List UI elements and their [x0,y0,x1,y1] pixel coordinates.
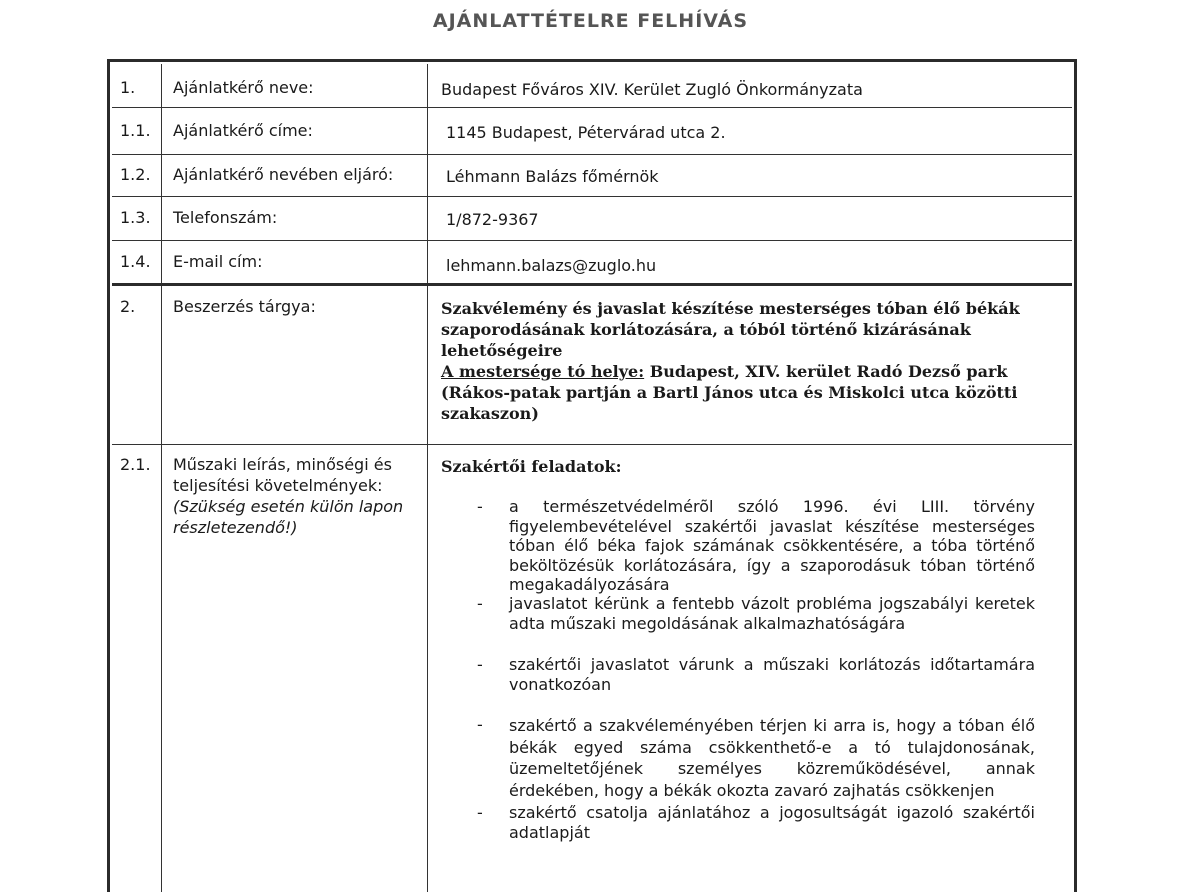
row-divider [112,444,1072,445]
task-text: javaslatot kérünk a fentebb vázolt probléma jogszabályi keretek adta műszaki megoldásának alkalmazhatóságára [509,594,1035,633]
task-text: szakértői javaslatot várunk a műszaki korlátozás időtartamára vonatkozóan [509,655,1035,694]
row-value: 1145 Budapest, Pétervárad utca 2. [446,123,726,142]
subject-title-line: lehetőségeire [441,341,563,360]
row-divider [112,107,1072,108]
bullet: - [477,655,483,674]
row-number: 1.2. [120,165,151,184]
row-number: 2.1. [120,455,151,474]
row-value: Léhmann Balázs főmérnök [446,167,659,186]
bullet: - [477,803,483,822]
location-text: Budapest, XIV. kerület Radó Dezső park [644,362,1008,381]
row-divider [112,240,1072,241]
bullet: - [477,715,483,734]
column-divider [161,64,162,892]
row-label: Ajánlatkérő nevében eljáró: [173,165,394,184]
row-divider [112,283,1072,286]
row-divider [112,154,1072,155]
subject-title-line: szaporodásának korlátozására, a tóból történő kizárásának [441,320,971,339]
task-text: szakértő a szakvéleményében térjen ki arra is, hogy a tóban élő békák egyed száma csökkenthető-e a tó tulajdonosának, üzemeltetőjének személyes közreműködésével, annak érdekében, hogy a békák okozta zavaró zajhatás csökkenjen [509,716,1035,800]
subject-title-line: Szakvélemény és javaslat készítése mesterséges tóban élő békák [441,299,1020,318]
task-text: a természetvédelmérõl szóló 1996. évi LIII. törvény figyelembevételével szakértői javaslat készítése mesterséges tóban élő béka fajok számának csökkentésére, a tóba történő beköltözésük korlátozására, így a szaporodásuk tóban történő megakadályozására [509,497,1035,594]
tasks-heading: Szakértői feladatok: [441,457,622,476]
row-number: 1.3. [120,208,151,227]
row-label: Beszerzés tárgya: [173,297,316,316]
note-line: részletezendő!) [173,518,298,537]
bullet: - [477,594,483,613]
row-label: Telefonszám: [173,208,278,227]
task-text: szakértő csatolja ajánlatához a jogosultságát igazoló szakértői adatlapját [509,803,1035,842]
column-divider [427,64,428,892]
row-number: 1.4. [120,252,151,271]
form-table [107,59,1077,892]
row-label: E-mail cím: [173,252,263,271]
label-line: Műszaki leírás, minőségi és [173,455,392,474]
row-number: 1.1. [120,121,151,140]
bullet: - [477,497,483,516]
row-number: 2. [120,297,136,316]
row-value: lehmann.balazs@zuglo.hu [446,256,657,275]
row-divider [112,196,1072,197]
location-label: A mestersége tó helye: [441,362,645,381]
document-title: AJÁNLATTÉTELRE FELHÍVÁS [432,10,749,32]
location-line: (Rákos-patak partján a Bartl János utca és Miskolci utca közötti [441,383,1018,402]
row-label [173,454,423,538]
procurement-subject [441,298,1031,424]
note-line: (Szükség esetén külön lapon [173,497,404,516]
row-label: Ajánlatkérő neve: [173,78,314,97]
row-value: Budapest Főváros XIV. Kerület Zugló Önkormányzata [441,80,863,99]
location-line [441,361,1031,382]
row-value: 1/872-9367 [446,210,539,229]
row-number: 1. [120,78,136,97]
label-line: teljesítési követelmények: [173,476,383,495]
location-line: szakaszon) [441,404,539,423]
row-label: Ajánlatkérő címe: [173,121,313,140]
